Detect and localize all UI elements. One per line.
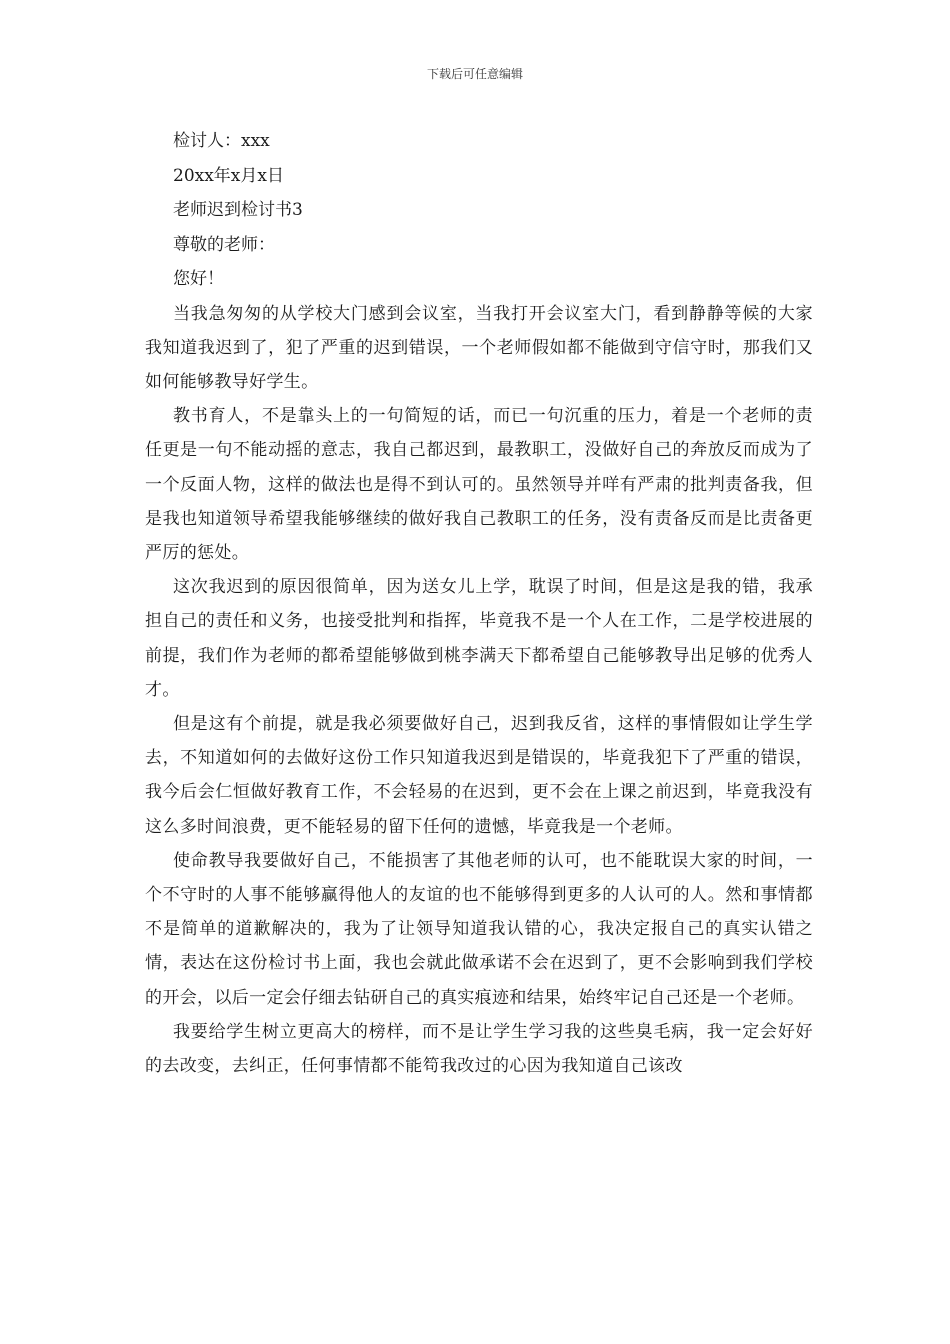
paragraph-5: 使命教导我要做好自己，不能损害了其他老师的认可，也不能耽误大家的时间，一个不守时的人事不能够赢得他人的友谊的也不能够得到更多的人认可的人。然和事情都不是简单的道歉解决的，我为了让领导知道我认错的心，我决定报自己的真实认错之情，表达在这份检讨书上面，我也会就此做承诺不会在迟到了，更不会影响到我们学校的开会，以后一定会仔细去钻研自己的真实痕迹和结果，始终牢记自己还是一个老师。 bbox=[145, 850, 813, 1008]
document-title: 老师迟到检讨书3 bbox=[173, 200, 303, 220]
page-header-note: 下载后可任意编辑 bbox=[426, 67, 523, 81]
paragraph-2: 教书育人，不是靠头上的一句简短的话，而已一句沉重的压力，着是一个老师的责任更是一句不能动摇的意志，我自己都迟到，最教职工，没做好自己的奔放反而成为了一个反面人物，这样的做法也是得不到认可的。虽然领导并咩有严肃的批判责备我，但是我也知道领导希望我能够继续的做好我自己教职工的任务，没有责备反而是比责备更严厉的惩处。 bbox=[145, 406, 813, 563]
paragraph-4: 但是这有个前提，就是我必须要做好自己，迟到我反省，这样的事情假如让学生学去，不知道如何的去做好这份工作只知道我迟到是错误的，毕竟我犯下了严重的错误，我今后会仁恒做好教育工作，不会轻易的在迟到，更不会在上课之前迟到，毕竟我没有这么多时间浪费，更不能轻易的留下任何的遗憾，毕竟我是一个老师。 bbox=[145, 713, 813, 837]
paragraph-3: 这次我迟到的原因很简单，因为送女儿上学，耽误了时间，但是这是我的错，我承担自己的责任和义务，也接受批判和指挥，毕竟我不是一个人在工作，二是学校进展的前提，我们作为老师的都希望能够做到桃李满天下都希望自己能够教导出足够的优秀人才。 bbox=[145, 577, 813, 700]
paragraph-1: 当我急匆匆的从学校大门感到会议室，当我打开会议室大门，看到静静等候的大家我知道我迟到了，犯了严重的迟到错误，一个老师假如都不能做到守信守时，那我们又如何能够教导好学生。 bbox=[145, 303, 813, 392]
signature-line: 检讨人：xxx bbox=[173, 131, 270, 151]
salutation: 尊敬的老师： bbox=[173, 234, 275, 255]
date-line: 20xx年x月x日 bbox=[173, 165, 284, 186]
paragraph-6: 我要给学生树立更高大的榜样，而不是让学生学习我的这些臭毛病，我一定会好好的去改变，去纠正，任何事情都不能笱我改过的心因为我知道自己该改 bbox=[145, 1021, 813, 1076]
greeting: 您好！ bbox=[173, 269, 224, 289]
document-body bbox=[145, 124, 813, 1083]
